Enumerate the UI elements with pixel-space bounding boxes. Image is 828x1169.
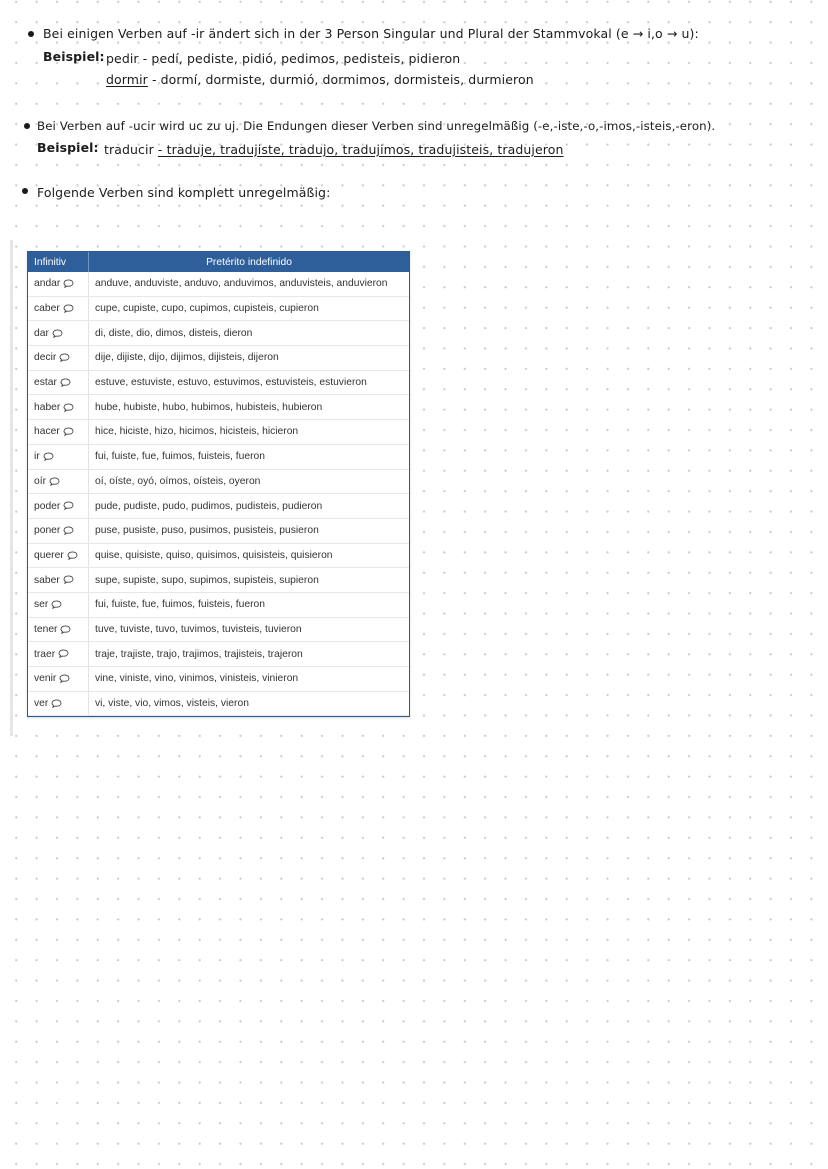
comment-icon[interactable] [63, 427, 74, 436]
infinitive-text: saber [34, 574, 60, 586]
infinitive-text: caber [34, 303, 60, 315]
rule1-example-2-verb: dormir [106, 72, 148, 87]
comment-icon[interactable] [52, 329, 63, 338]
comment-icon[interactable] [58, 649, 69, 658]
preterite-forms-cell: hice, hiciste, hizo, hicimos, hicisteis, hicieron [89, 420, 410, 445]
preterite-forms-cell: di, diste, dio, dimos, disteis, dieron [89, 321, 410, 346]
table-row [28, 370, 409, 395]
comment-icon[interactable] [63, 403, 74, 412]
irregular-verbs-table [28, 252, 409, 716]
comment-icon[interactable] [60, 378, 71, 387]
header-preterito: Pretérito indefinido [89, 252, 410, 272]
infinitive-text: poner [34, 525, 61, 537]
comment-icon[interactable] [63, 279, 74, 288]
infinitive-text: hacer [34, 426, 60, 438]
infinitive-cell [28, 642, 89, 667]
bullet-1 [28, 31, 34, 37]
rule1-text: Bei einigen Verben auf -ir ändert sich in der 3 Person Singular und Plural der Stammvokal (e → i,o → u): [43, 26, 699, 41]
table-row [28, 494, 409, 519]
preterite-forms-cell: quise, quisiste, quiso, quisimos, quisisteis, quisieron [89, 543, 410, 568]
rule2-example-label: Beispiel: [37, 140, 99, 155]
infinitive-cell [28, 469, 89, 494]
table-body [28, 272, 409, 716]
table-row [28, 444, 409, 469]
comment-icon[interactable] [60, 625, 71, 634]
rule3-text: Folgende Verben sind komplett unregelmäßig: [37, 185, 331, 200]
preterite-forms-cell: estuve, estuviste, estuvo, estuvimos, estuvisteis, estuvieron [89, 370, 410, 395]
infinitive-cell [28, 272, 89, 296]
rule1-example-label: Beispiel: [43, 49, 105, 64]
infinitive-cell [28, 370, 89, 395]
table-row [28, 691, 409, 716]
infinitive-text: querer [34, 549, 64, 561]
rule2-text: Bei Verben auf -ucir wird uc zu uj. Die Endungen dieser Verben sind unregelmäßig (-e,-iste,-o,-imos,-isteis,-eron). [37, 119, 716, 133]
infinitive-text: andar [34, 278, 61, 290]
infinitive-cell [28, 518, 89, 543]
preterite-forms-cell: supe, supiste, supo, supimos, supisteis, supieron [89, 568, 410, 593]
rule2-example [104, 142, 564, 157]
bullet-2 [24, 123, 30, 129]
infinitive-cell [28, 346, 89, 371]
preterite-forms-cell: fui, fuiste, fue, fuimos, fuisteis, fueron [89, 444, 410, 469]
table-row [28, 543, 409, 568]
preterite-forms-cell: anduve, anduviste, anduvo, anduvimos, anduvisteis, anduvieron [89, 272, 410, 296]
table-row [28, 617, 409, 642]
preterite-forms-cell: vi, viste, vio, vimos, visteis, vieron [89, 691, 410, 716]
comment-icon[interactable] [59, 674, 70, 683]
table-row [28, 642, 409, 667]
infinitive-cell [28, 395, 89, 420]
rule1-example-1-verb: pedir [106, 51, 139, 66]
infinitive-text: dar [34, 327, 49, 339]
infinitive-text: oír [34, 475, 47, 487]
comment-icon[interactable] [67, 551, 78, 560]
comment-icon[interactable] [59, 353, 70, 362]
table-row [28, 667, 409, 692]
comment-icon[interactable] [51, 699, 62, 708]
comment-icon[interactable] [49, 477, 60, 486]
comment-icon[interactable] [63, 526, 74, 535]
infinitive-text: decir [34, 352, 57, 364]
rule1-example-1-forms: - pedí, pediste, pidió, pedimos, pedisteis, pidieron [142, 51, 461, 66]
bullet-3 [22, 188, 28, 194]
rule1-example-1 [106, 51, 460, 66]
infinitive-text: ver [34, 698, 49, 710]
comment-icon[interactable] [63, 304, 74, 313]
table-row [28, 420, 409, 445]
preterite-forms-cell: cupe, cupiste, cupo, cupimos, cupisteis, cupieron [89, 296, 410, 321]
table-row [28, 518, 409, 543]
rule2-example-forms: - traduje, tradujiste, tradujo, tradujimos, tradujisteis, tradujeron [157, 142, 564, 157]
preterite-forms-cell: hube, hubiste, hubo, hubimos, hubisteis, hubieron [89, 395, 410, 420]
infinitive-cell [28, 543, 89, 568]
infinitive-cell [28, 667, 89, 692]
infinitive-cell [28, 296, 89, 321]
infinitive-cell [28, 420, 89, 445]
comment-icon[interactable] [43, 452, 54, 461]
preterite-forms-cell: vine, viniste, vino, vinimos, vinisteis, vinieron [89, 667, 410, 692]
side-bar [10, 240, 13, 736]
rule1-example-2 [106, 72, 534, 87]
preterite-forms-cell: puse, pusiste, puso, pusimos, pusisteis, pusieron [89, 518, 410, 543]
infinitive-cell [28, 494, 89, 519]
infinitive-cell [28, 568, 89, 593]
rule2-example-verb: traducir [104, 142, 154, 157]
table-row [28, 395, 409, 420]
infinitive-text: venir [34, 673, 57, 685]
table-header-row [28, 252, 409, 272]
table-row [28, 592, 409, 617]
infinitive-text: haber [34, 401, 61, 413]
preterite-forms-cell: dije, dijiste, dijo, dijimos, dijisteis, dijeron [89, 346, 410, 371]
infinitive-text: estar [34, 377, 57, 389]
comment-icon[interactable] [63, 575, 74, 584]
table-row [28, 346, 409, 371]
preterite-forms-cell: traje, trajiste, trajo, trajimos, trajisteis, trajeron [89, 642, 410, 667]
infinitive-cell [28, 592, 89, 617]
table-row [28, 568, 409, 593]
comment-icon[interactable] [51, 600, 62, 609]
preterite-forms-cell: fui, fuiste, fue, fuimos, fuisteis, fueron [89, 592, 410, 617]
infinitive-cell [28, 444, 89, 469]
verb-table [27, 251, 410, 717]
preterite-forms-cell: oí, oíste, oyó, oímos, oísteis, oyeron [89, 469, 410, 494]
table-row [28, 321, 409, 346]
table-row [28, 296, 409, 321]
comment-icon[interactable] [63, 501, 74, 510]
header-infinitiv: Infinitiv [28, 252, 89, 272]
infinitive-text: ir [34, 451, 40, 463]
preterite-forms-cell: tuve, tuviste, tuvo, tuvimos, tuvisteis, tuvieron [89, 617, 410, 642]
infinitive-cell [28, 321, 89, 346]
infinitive-text: ser [34, 599, 49, 611]
infinitive-text: traer [34, 648, 56, 660]
table-row [28, 272, 409, 296]
preterite-forms-cell: pude, pudiste, pudo, pudimos, pudisteis, pudieron [89, 494, 410, 519]
infinitive-text: tener [34, 623, 58, 635]
rule1-example-2-forms: - dormí, dormiste, durmió, dormimos, dormisteis, durmieron [151, 72, 534, 87]
table-row [28, 469, 409, 494]
infinitive-cell [28, 617, 89, 642]
infinitive-text: poder [34, 500, 61, 512]
infinitive-cell [28, 691, 89, 716]
